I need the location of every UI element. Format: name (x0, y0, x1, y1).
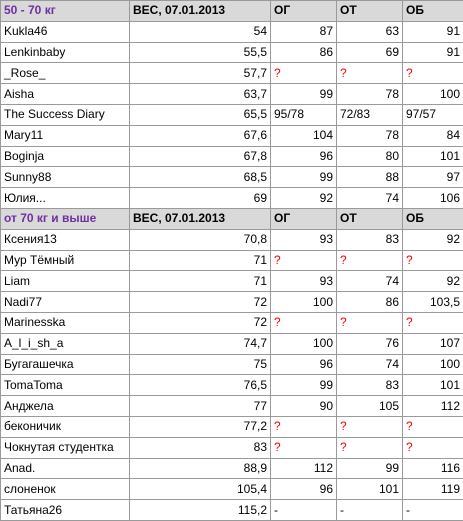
table-row (1, 500, 463, 521)
table-row (1, 229, 463, 250)
og-cell[interactable]: 87 (271, 21, 337, 42)
ot-cell[interactable]: 101 (337, 479, 403, 500)
og-cell[interactable]: 104 (271, 125, 337, 146)
table-row (1, 375, 463, 396)
participant-name-cell[interactable]: Юлия... (1, 188, 130, 209)
og-cell[interactable]: 95/78 (271, 104, 337, 125)
weight-cell[interactable]: 69 (130, 188, 271, 209)
ob-cell[interactable]: ? (403, 437, 463, 458)
header-og[interactable]: ОГ (271, 1, 337, 22)
table-row (1, 458, 463, 479)
og-cell[interactable]: 99 (271, 167, 337, 188)
participant-name-cell[interactable]: Aisha (1, 84, 130, 105)
ob-cell[interactable]: 100 (403, 84, 463, 105)
ob-cell[interactable]: 91 (403, 42, 463, 63)
header-ob[interactable]: ОБ (403, 1, 463, 22)
table-row (1, 104, 463, 125)
header-ob[interactable]: ОБ (403, 208, 463, 229)
participant-name-cell[interactable]: Boginja (1, 146, 130, 167)
og-cell[interactable]: 93 (271, 229, 337, 250)
og-cell[interactable]: ? (271, 437, 337, 458)
table-row (1, 63, 463, 84)
ot-cell[interactable]: 74 (337, 271, 403, 292)
weight-cell[interactable]: 77,2 (130, 416, 271, 437)
ot-cell[interactable]: - (337, 500, 403, 521)
table-row (1, 84, 463, 105)
og-cell[interactable]: 99 (271, 375, 337, 396)
weight-cell[interactable]: 77 (130, 396, 271, 417)
ob-cell[interactable]: ? (403, 312, 463, 333)
og-cell[interactable]: ? (271, 250, 337, 271)
participant-name-cell[interactable]: Mary11 (1, 125, 130, 146)
og-cell[interactable]: 86 (271, 42, 337, 63)
ot-cell[interactable]: 74 (337, 188, 403, 209)
og-cell[interactable]: 96 (271, 146, 337, 167)
table-row (1, 146, 463, 167)
weight-cell[interactable]: 76,5 (130, 375, 271, 396)
table-body (1, 1, 463, 521)
og-cell[interactable]: ? (271, 63, 337, 84)
ot-cell[interactable]: 99 (337, 458, 403, 479)
table-row (1, 312, 463, 333)
header-ot[interactable]: ОТ (337, 208, 403, 229)
weight-cell[interactable]: 67,8 (130, 146, 271, 167)
table-row (1, 271, 463, 292)
weight-cell[interactable]: 105,4 (130, 479, 271, 500)
table-row (1, 250, 463, 271)
participant-name-cell[interactable]: Sunny88 (1, 167, 130, 188)
weight-cell[interactable]: 72 (130, 312, 271, 333)
ot-cell[interactable]: 63 (337, 21, 403, 42)
participant-name-cell[interactable]: Мур Тёмный (1, 250, 130, 271)
participant-name-cell[interactable]: _Rose_ (1, 63, 130, 84)
ob-cell[interactable]: 92 (403, 229, 463, 250)
participant-name-cell[interactable]: Lenkinbaby (1, 42, 130, 63)
ot-cell[interactable]: ? (337, 312, 403, 333)
ot-cell[interactable]: 83 (337, 375, 403, 396)
participant-name-cell[interactable]: Татьяна26 (1, 500, 130, 521)
participant-name-cell[interactable]: Liam (1, 271, 130, 292)
ob-cell[interactable]: - (403, 500, 463, 521)
ob-cell[interactable]: ? (403, 250, 463, 271)
ot-cell[interactable]: 78 (337, 125, 403, 146)
group-header-row (1, 208, 463, 229)
og-cell[interactable]: 93 (271, 271, 337, 292)
ob-cell[interactable]: 97 (403, 167, 463, 188)
ob-cell[interactable]: 119 (403, 479, 463, 500)
weight-date-header[interactable]: ВЕС, 07.01.2013 (130, 1, 271, 22)
weight-date-header[interactable]: ВЕС, 07.01.2013 (130, 208, 271, 229)
table-row (1, 21, 463, 42)
participant-name-cell[interactable]: беконичик (1, 416, 130, 437)
weight-cell[interactable]: 75 (130, 354, 271, 375)
og-cell[interactable]: 99 (271, 84, 337, 105)
ot-cell[interactable]: ? (337, 437, 403, 458)
og-cell[interactable]: 96 (271, 479, 337, 500)
table-row (1, 333, 463, 354)
group-label[interactable]: 50 - 70 кг (1, 1, 130, 22)
ot-cell[interactable]: 83 (337, 229, 403, 250)
weight-cell[interactable]: 71 (130, 271, 271, 292)
ot-cell[interactable]: 80 (337, 146, 403, 167)
weight-cell[interactable]: 88,9 (130, 458, 271, 479)
participant-name-cell[interactable]: Чокнутая студентка (1, 437, 130, 458)
og-cell[interactable]: 112 (271, 458, 337, 479)
table-row (1, 437, 463, 458)
table-row (1, 125, 463, 146)
weight-cell[interactable]: 63,7 (130, 84, 271, 105)
table-row (1, 42, 463, 63)
weight-cell[interactable]: 71 (130, 250, 271, 271)
ob-cell[interactable]: 107 (403, 333, 463, 354)
ot-cell[interactable]: 88 (337, 167, 403, 188)
participant-name-cell[interactable]: Nadi77 (1, 292, 130, 313)
participant-name-cell[interactable]: Anad. (1, 458, 130, 479)
table-row (1, 292, 463, 313)
weight-cell[interactable]: 70,8 (130, 229, 271, 250)
weight-cell[interactable]: 83 (130, 437, 271, 458)
ot-cell[interactable]: 78 (337, 84, 403, 105)
og-cell[interactable]: 100 (271, 333, 337, 354)
header-ot[interactable]: ОТ (337, 1, 403, 22)
weight-cell[interactable]: 74,7 (130, 333, 271, 354)
weight-cell[interactable]: 55,5 (130, 42, 271, 63)
participant-name-cell[interactable]: Marinesska (1, 312, 130, 333)
ot-cell[interactable]: ? (337, 416, 403, 437)
ob-cell[interactable]: 112 (403, 396, 463, 417)
participant-name-cell[interactable]: слоненок (1, 479, 130, 500)
og-cell[interactable]: 92 (271, 188, 337, 209)
og-cell[interactable]: - (271, 500, 337, 521)
table-row (1, 188, 463, 209)
ob-cell[interactable]: 101 (403, 146, 463, 167)
group-label[interactable]: от 70 кг и выше (1, 208, 130, 229)
participant-name-cell[interactable]: Бугагашечка (1, 354, 130, 375)
table-row (1, 354, 463, 375)
weight-cell[interactable]: 65,5 (130, 104, 271, 125)
participant-name-cell[interactable]: Kukla46 (1, 21, 130, 42)
ob-cell[interactable]: 92 (403, 271, 463, 292)
weight-cell[interactable]: 68,5 (130, 167, 271, 188)
ob-cell[interactable]: 84 (403, 125, 463, 146)
weight-cell[interactable]: 67,6 (130, 125, 271, 146)
ot-cell[interactable]: 74 (337, 354, 403, 375)
ot-cell[interactable]: ? (337, 63, 403, 84)
weight-cell[interactable]: 72 (130, 292, 271, 313)
participant-name-cell[interactable]: Анджела (1, 396, 130, 417)
table-row (1, 396, 463, 417)
ot-cell[interactable]: 105 (337, 396, 403, 417)
ob-cell[interactable]: ? (403, 416, 463, 437)
weight-cell[interactable]: 54 (130, 21, 271, 42)
og-cell[interactable]: 90 (271, 396, 337, 417)
table-row (1, 479, 463, 500)
og-cell[interactable]: 96 (271, 354, 337, 375)
ot-cell[interactable]: ? (337, 250, 403, 271)
participant-name-cell[interactable]: Ксения13 (1, 229, 130, 250)
ob-cell[interactable]: 91 (403, 21, 463, 42)
table-row (1, 416, 463, 437)
ot-cell[interactable]: 76 (337, 333, 403, 354)
participant-name-cell[interactable]: A_l_i_sh_a (1, 333, 130, 354)
ot-cell[interactable]: 72/83 (337, 104, 403, 125)
og-cell[interactable]: ? (271, 312, 337, 333)
table-row (1, 167, 463, 188)
group-header-row (1, 1, 463, 22)
og-cell[interactable]: 100 (271, 292, 337, 313)
og-cell[interactable]: ? (271, 416, 337, 437)
header-og[interactable]: ОГ (271, 208, 337, 229)
ot-cell[interactable]: 86 (337, 292, 403, 313)
ob-cell[interactable]: 106 (403, 188, 463, 209)
ob-cell[interactable]: 100 (403, 354, 463, 375)
weight-cell[interactable]: 115,2 (130, 500, 271, 521)
ot-cell[interactable]: 69 (337, 42, 403, 63)
ob-cell[interactable]: 97/57 (403, 104, 463, 125)
ob-cell[interactable]: ? (403, 63, 463, 84)
ob-cell[interactable]: 116 (403, 458, 463, 479)
participant-name-cell[interactable]: The Success Diary (1, 104, 130, 125)
ob-cell[interactable]: 101 (403, 375, 463, 396)
weight-cell[interactable]: 57,7 (130, 63, 271, 84)
participant-name-cell[interactable]: TomaToma (1, 375, 130, 396)
ob-cell[interactable]: 103,5 (403, 292, 463, 313)
